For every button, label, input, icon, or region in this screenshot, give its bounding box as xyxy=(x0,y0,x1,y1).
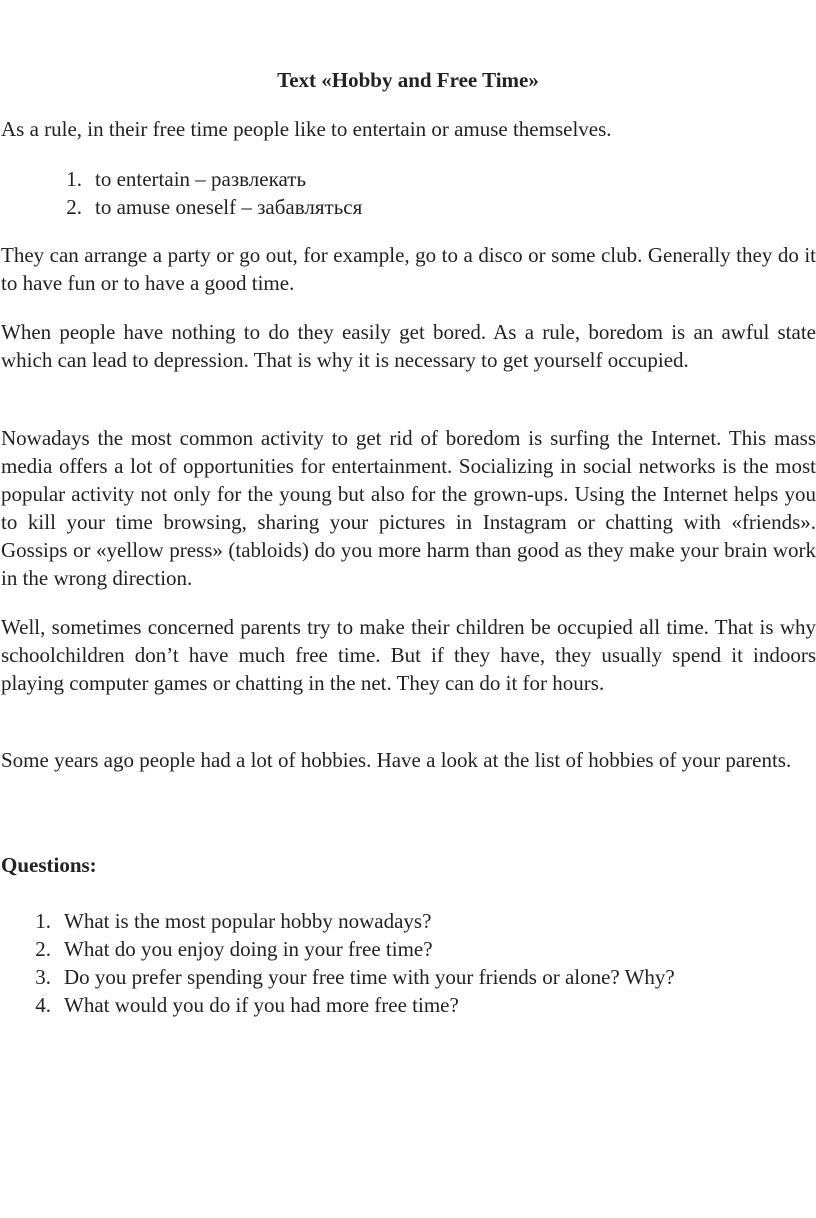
paragraph: Well, sometimes concerned parents try to make their children be occupied all time. That is why schoolchildren don’t have much free time. But if they have, they usually spend it indoors playing computer games or chatting in the net. They can do it for hours. xyxy=(1,615,816,695)
vocabulary-text: to entertain – развлекать xyxy=(95,167,307,191)
list-number: 2. xyxy=(66,195,82,219)
list-number: 4. xyxy=(35,993,51,1017)
list-number: 1. xyxy=(35,909,51,933)
list-number: 2. xyxy=(35,937,51,961)
list-number: 3. xyxy=(35,965,51,989)
vocabulary-text: to amuse oneself – забавляться xyxy=(95,195,363,219)
question-text: What would you do if you had more free time? xyxy=(64,993,459,1017)
paragraph: Some years ago people had a lot of hobbies. Have a look at the list of hobbies of your parents. xyxy=(1,748,792,772)
paragraph: When people have nothing to do they easily get bored. As a rule, boredom is an awful state which can lead to depression. That is why it is necessary to get yourself occupied. xyxy=(1,320,816,372)
list-number: 1. xyxy=(66,167,82,191)
intro-paragraph: As a rule, in their free time people like to entertain or amuse themselves. xyxy=(1,117,612,141)
paragraph: Nowadays the most common activity to get rid of boredom is surfing the Internet. This mass media offers a lot of opportunities for entertainment. Socializing in social networks is the most popular activity not only for the young but also for the grown-ups. Using the Internet helps you to kill your time browsing, sharing your pictures in Instagram or chatting with «friends». Gossips or «yellow press» (tabloids) do you more harm than good as they make your brain work in the wrong direction. xyxy=(1,426,816,590)
paragraph: They can arrange a party or go out, for example, go to a disco or some club. Generally they do it to have fun or to have a good time. xyxy=(1,243,816,295)
questions-heading: Questions: xyxy=(1,853,97,877)
question-text: Do you prefer spending your free time with your friends or alone? Why? xyxy=(64,965,675,989)
question-text: What is the most popular hobby nowadays? xyxy=(64,909,432,933)
document-title: Text «Hobby and Free Time» xyxy=(277,68,539,92)
question-text: What do you enjoy doing in your free time? xyxy=(64,937,433,961)
